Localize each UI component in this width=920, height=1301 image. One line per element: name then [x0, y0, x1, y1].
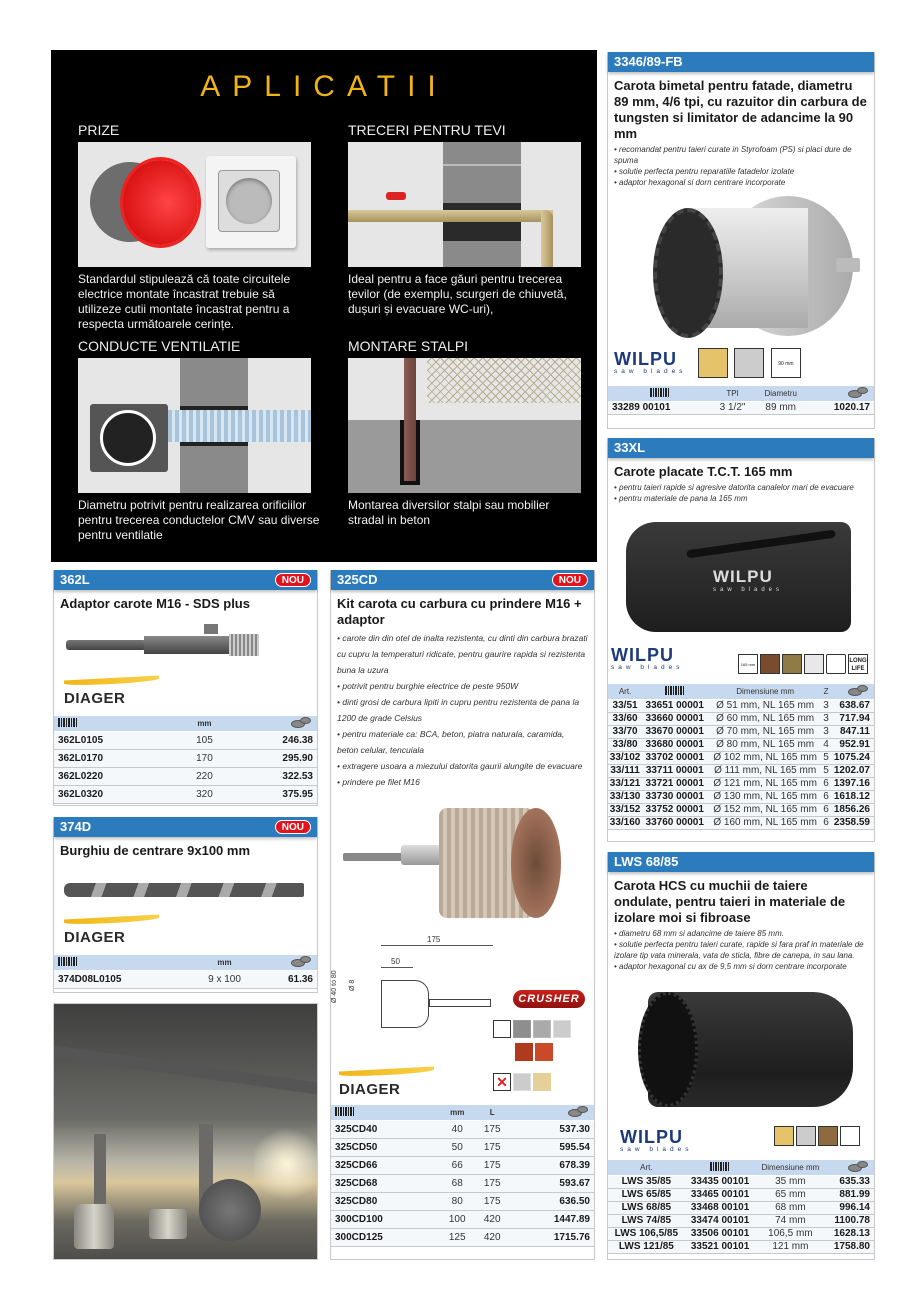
table-row: 33/60 33660 00001 Ø 60 mm, NL 165 mm 3 717.94: [608, 712, 874, 725]
prize-description: Standardul stipulează că toate circuitele electrice montate încastrat trebuie să utilizeze cutii montate încastrat pentru a respecta următoarele cerințe.: [78, 272, 291, 331]
product-bullet: • carote din din otel de inalta rezistenta, cu dinti din carbura brazati cu cupru la temperaturi ridicate, pentru gaurire rapida si rezistenta buna la uzura: [337, 633, 588, 675]
aerated-concrete-icon: [513, 1073, 531, 1091]
brick-block-icon: [515, 1043, 533, 1061]
treceri-description: Ideal pentru a face găuri pentru trecerea țevilor (de exemplu, scurgeri de chiuvetă, dușuri și evacuare WC-uri),: [348, 272, 567, 316]
cut-depth-icon: 90 mm: [771, 348, 801, 378]
table-row: 362L0320 320 375.95: [54, 785, 317, 803]
price-table: mm 362L0105 105 246.38 362L0170 170 295.90 362L0220 220 322.53 362L0320 320 375.95: [54, 716, 317, 804]
table-row: 33/51 33651 00001 Ø 51 mm, NL 165 mm 3 638.67: [608, 699, 874, 712]
construction-site-photo: [53, 1003, 318, 1260]
wood-icon: [760, 654, 780, 674]
insulation-roll-icon: [774, 1126, 794, 1146]
table-row: 33/111 33711 00001 Ø 111 mm, NL 165 mm 5 1202.07: [608, 764, 874, 777]
table-row: 33/160 33760 00001 Ø 160 mm, NL 165 mm 6 2358.59: [608, 816, 874, 829]
price-table: mm L 325CD40 40 175 537.30 325CD50 50 175 595.54 325CD66 66 175 678.39 325CD68 68 175 593.67 325CD80 80 175 636.50 300CD100 100 420 1447.89 300CD125 125 420 1715.76: [331, 1105, 594, 1247]
section-heading-conducte: CONDUCTE VENTILATIE: [78, 338, 241, 354]
product-code-header: 33XL: [608, 438, 874, 458]
product-title: Carota bimetal pentru fatade, diametru 89 mm, 4/6 tpi, cu razuitor din carbura de tungsten si limitator de adancime la 90 mm: [614, 78, 867, 141]
carbide-core-kit-image: [331, 790, 594, 935]
montare-description: Montarea diversilor stalpi sau mobilier stradal in beton: [348, 498, 550, 527]
brand-row: [608, 348, 874, 384]
brand-row: [608, 1122, 874, 1160]
diager-logo: DIAGER: [54, 678, 317, 716]
product-bullet: • adaptor hexagonal si dorn centrare incorporate: [614, 178, 786, 187]
diager-logo: DIAGER: [339, 1065, 434, 1098]
table-row: LWS 65/85 33465 00101 65 mm 881.99: [608, 1188, 874, 1201]
product-bullet: • adaptor hexagonal cu ax de 9,5 mm si dorn centrare incorporate: [614, 962, 847, 971]
price-table: mm 374D08L0105 9 x 100 61.36: [54, 955, 317, 989]
table-row: 325CD80 80 175 636.50: [331, 1192, 594, 1210]
table-row: 325CD68 68 175 593.67: [331, 1174, 594, 1192]
table-row: 325CD50 50 175 595.54: [331, 1138, 594, 1156]
product-bullet: • solutie perfecta pentru reparatiile fatadelor izolate: [614, 167, 795, 176]
prize-illustration: [78, 142, 311, 267]
long-life-icon: LONG LIFE: [848, 654, 868, 674]
product-card-lws: [607, 852, 875, 1260]
table-row: 33/70 33670 00001 Ø 70 mm, NL 165 mm 3 847.11: [608, 725, 874, 738]
diager-logo: DIAGER: [54, 917, 317, 955]
table-row: 300CD100 100 420 1447.89: [331, 1210, 594, 1228]
table-row: LWS 68/85 33468 00101 68 mm 996.14: [608, 1201, 874, 1214]
concrete-icon: [533, 1020, 551, 1038]
product-card-325cd: [330, 570, 595, 1260]
not-suitable-icon: ✕: [493, 1073, 511, 1091]
price-coins-icon: [291, 717, 313, 727]
new-badge: NOU: [275, 820, 311, 834]
table-row: 362L0170 170 295.90: [54, 749, 317, 767]
table-row: 325CD66 66 175 678.39: [331, 1156, 594, 1174]
table-row: 325CD40 40 175 537.30: [331, 1120, 594, 1138]
table-row: LWS 74/85 33474 00101 74 mm 1100.78: [608, 1214, 874, 1227]
product-title: Carota HCS cu muchii de taiere ondulate, pentru taieri in materiale de izolare moi si fibroase: [614, 878, 846, 925]
product-bullet: • pentru taieri rapide si agresive datorita canalelor mari de evacuare: [614, 483, 854, 492]
table-row: 362L0105 105 246.38: [54, 731, 317, 749]
barcode-icon: [58, 957, 78, 966]
price-table: Art. Dimensiune mm LWS 35/85 33435 00101 35 mm 635.33 LWS 65/85 33465 00101 65 mm 881.99 LWS 68/85 33468 00101 68 mm 996.14 LWS 74/85 33474 00101 74 mm 1100.78 LWS 106,5/85 33506 00101 106,5 mm 1628.13 LWS 121/85 33521 00101 121 mm 1758.80: [608, 1160, 874, 1254]
hammer-mode-icon: [493, 1020, 511, 1038]
barcode-icon: [58, 718, 78, 727]
product-bullet: • prindere pe filet M16: [337, 777, 420, 787]
product-bullet: • diametru 68 mm si adancime de taiere 85 mm.: [614, 929, 784, 938]
product-code-header: LWS 68/85: [608, 852, 874, 872]
product-title: Carote placate T.C.T. 165 mm: [614, 464, 793, 479]
wilpu-logo: WILPU saw blades: [614, 349, 687, 375]
section-heading-treceri: TRECERI PENTRU TEVI: [348, 122, 506, 138]
brand-row: [331, 1065, 594, 1105]
aplicatii-title: APLICATII: [200, 70, 448, 103]
product-bullet: • extragere usoara a miezului datorita gaurii alungite de evacuare: [337, 761, 583, 771]
brick-wall-icon: [535, 1043, 553, 1061]
table-row: 33/130 33730 00001 Ø 130 mm, NL 165 mm 6 1618.12: [608, 790, 874, 803]
product-card-374d: [53, 817, 318, 993]
wood-board-icon: [782, 654, 802, 674]
section-heading-montare: MONTARE STALPI: [348, 338, 469, 354]
table-row: 33289 00101 3 1/2" 89 mm 1020.17: [608, 401, 874, 414]
product-title: Adaptor carote M16 - SDS plus: [60, 596, 250, 611]
treceri-illustration: [348, 142, 581, 267]
crusher-badge: CRUSHER: [513, 990, 585, 1008]
price-coins-icon: [848, 1161, 870, 1171]
product-bullet: • pentru materiale de pana la 165 mm: [614, 494, 748, 503]
aplicatii-panel: [51, 50, 597, 562]
product-code-header: 374D NOU: [54, 817, 317, 837]
product-code-header: 362L NOU: [54, 570, 317, 590]
product-bullet: • pentru materiale ca: BCA, beton, piatra naturala, caramida, beton celular, tencuiala: [337, 729, 565, 755]
price-coins-icon: [848, 685, 870, 695]
table-row: 300CD125 125 420 1715.76: [331, 1228, 594, 1246]
product-title: Kit carota cu carbura cu prindere M16 + adaptor: [337, 596, 582, 627]
brand-row: [608, 646, 874, 684]
new-badge: NOU: [552, 573, 588, 587]
fiber-insulation-icon: [796, 1126, 816, 1146]
plaster-icon: [533, 1073, 551, 1091]
cut-depth-icon: 165 mm: [738, 654, 758, 674]
product-card-362l: [53, 570, 318, 806]
hcs-core-bit-image: [608, 972, 874, 1122]
foam-block-icon: [734, 348, 764, 378]
montare-illustration: [348, 358, 581, 493]
sds-adapter-image: [54, 614, 317, 674]
conducte-description: Diametru potrivit pentru realizarea orificiilor pentru trecerea conductelor CMV sau diverse pentru ventilatie: [78, 498, 320, 542]
product-card-3346: [607, 52, 875, 429]
table-row: 362L0220 220 322.53: [54, 767, 317, 785]
centering-drill-image: [54, 861, 317, 913]
tct-core-bit-image: WILPU saw blades: [608, 504, 874, 646]
barcode-icon: [710, 1162, 730, 1171]
price-table: TPI Diametru 33289 00101 3 1/2" 89 mm 1020.17: [608, 386, 874, 415]
product-bullet: • dinti grosi de carbura lipiti in cupru pentru rezistenta de pana la 1200 de grade Celsius: [337, 697, 580, 723]
table-row: LWS 35/85 33435 00101 35 mm 635.33: [608, 1175, 874, 1188]
product-code-header: 3346/89-FB: [608, 52, 874, 72]
cut-depth-icon: [840, 1126, 860, 1146]
bimetal-hole-saw-image: [608, 188, 874, 348]
recycled-material-icon: [818, 1126, 838, 1146]
plasterboard-icon: [804, 654, 824, 674]
table-row: LWS 106,5/85 33506 00101 106,5 mm 1628.13: [608, 1227, 874, 1240]
conducte-illustration: [78, 358, 311, 493]
table-row: 33/121 33721 00001 Ø 121 mm, NL 165 mm 6 1397.16: [608, 777, 874, 790]
insulation-roll-icon: [698, 348, 728, 378]
stone-icon: [553, 1020, 571, 1038]
speed-gauge-icon: [826, 654, 846, 674]
new-badge: NOU: [275, 573, 311, 587]
barcode-icon: [335, 1107, 355, 1116]
price-coins-icon: [848, 387, 870, 397]
block-material-icon: [513, 1020, 531, 1038]
barcode-icon: [665, 686, 685, 695]
table-row: 33/102 33702 00001 Ø 102 mm, NL 165 mm 5 1075.24: [608, 751, 874, 764]
table-row: LWS 121/85 33521 00101 121 mm 1758.80: [608, 1240, 874, 1253]
price-coins-icon: [568, 1106, 590, 1116]
product-code-header: 325CD NOU: [331, 570, 594, 590]
product-bullet: • recomandat pentru taieri curate in Styrofoam (PS) si placi dure de spuma: [614, 145, 852, 165]
table-row: 33/80 33680 00001 Ø 80 mm, NL 165 mm 4 952.91: [608, 738, 874, 751]
price-coins-icon: [291, 956, 313, 966]
wilpu-logo: WILPU saw blades: [611, 645, 684, 671]
table-row: 374D08L0105 9 x 100 61.36: [54, 970, 317, 988]
section-heading-prize: PRIZE: [78, 122, 120, 138]
product-card-33xl: [607, 438, 875, 842]
wilpu-logo: WILPU saw blades: [620, 1127, 693, 1153]
product-title: Burghiu de centrare 9x100 mm: [60, 843, 251, 858]
table-row: 33/152 33752 00001 Ø 152 mm, NL 165 mm 6 1856.26: [608, 803, 874, 816]
dimension-diagram: 175 50 Ø 40 to 80 Ø 8 CRUSHER: [331, 935, 594, 1065]
product-bullet: • solutie perfecta pentru taieri curate, rapide si fara praf in materiale de izolare tip vata minerala, vata de sticla, fibre de canepa, in sau lana.: [614, 940, 864, 960]
price-table: Art. Dimensiune mm Z 33/51 33651 00001 Ø 51 mm, NL 165 mm 3 638.67 33/60 33660 00001 Ø 60 mm, NL 165 mm 3 717.94 33/70 33670 00001 Ø 70 mm, NL 165 mm 3 847.11 33/80 33680 00001 Ø 80 mm, NL 165 mm 4 952.91 33/102 33702 00001 Ø 102 mm, NL 165 mm 5 1075.24 33/111 33711 00001 Ø 111 mm, NL 165 mm 5 1202.07 33/121 33721 00001 Ø 121 mm, NL 165 mm 6 1397.16 33/130 33730 00001 Ø 130 mm, NL 165 mm 6 1618.12 33/152 33752 00001 Ø 152 mm, NL 165 mm 6 1856.26 33/160 33760 00001 Ø 160 mm, NL 165 mm 6 2358.59: [608, 684, 874, 830]
barcode-icon: [650, 388, 670, 397]
product-bullet: • potrivit pentru burghie electrice de peste 950W: [337, 681, 519, 691]
